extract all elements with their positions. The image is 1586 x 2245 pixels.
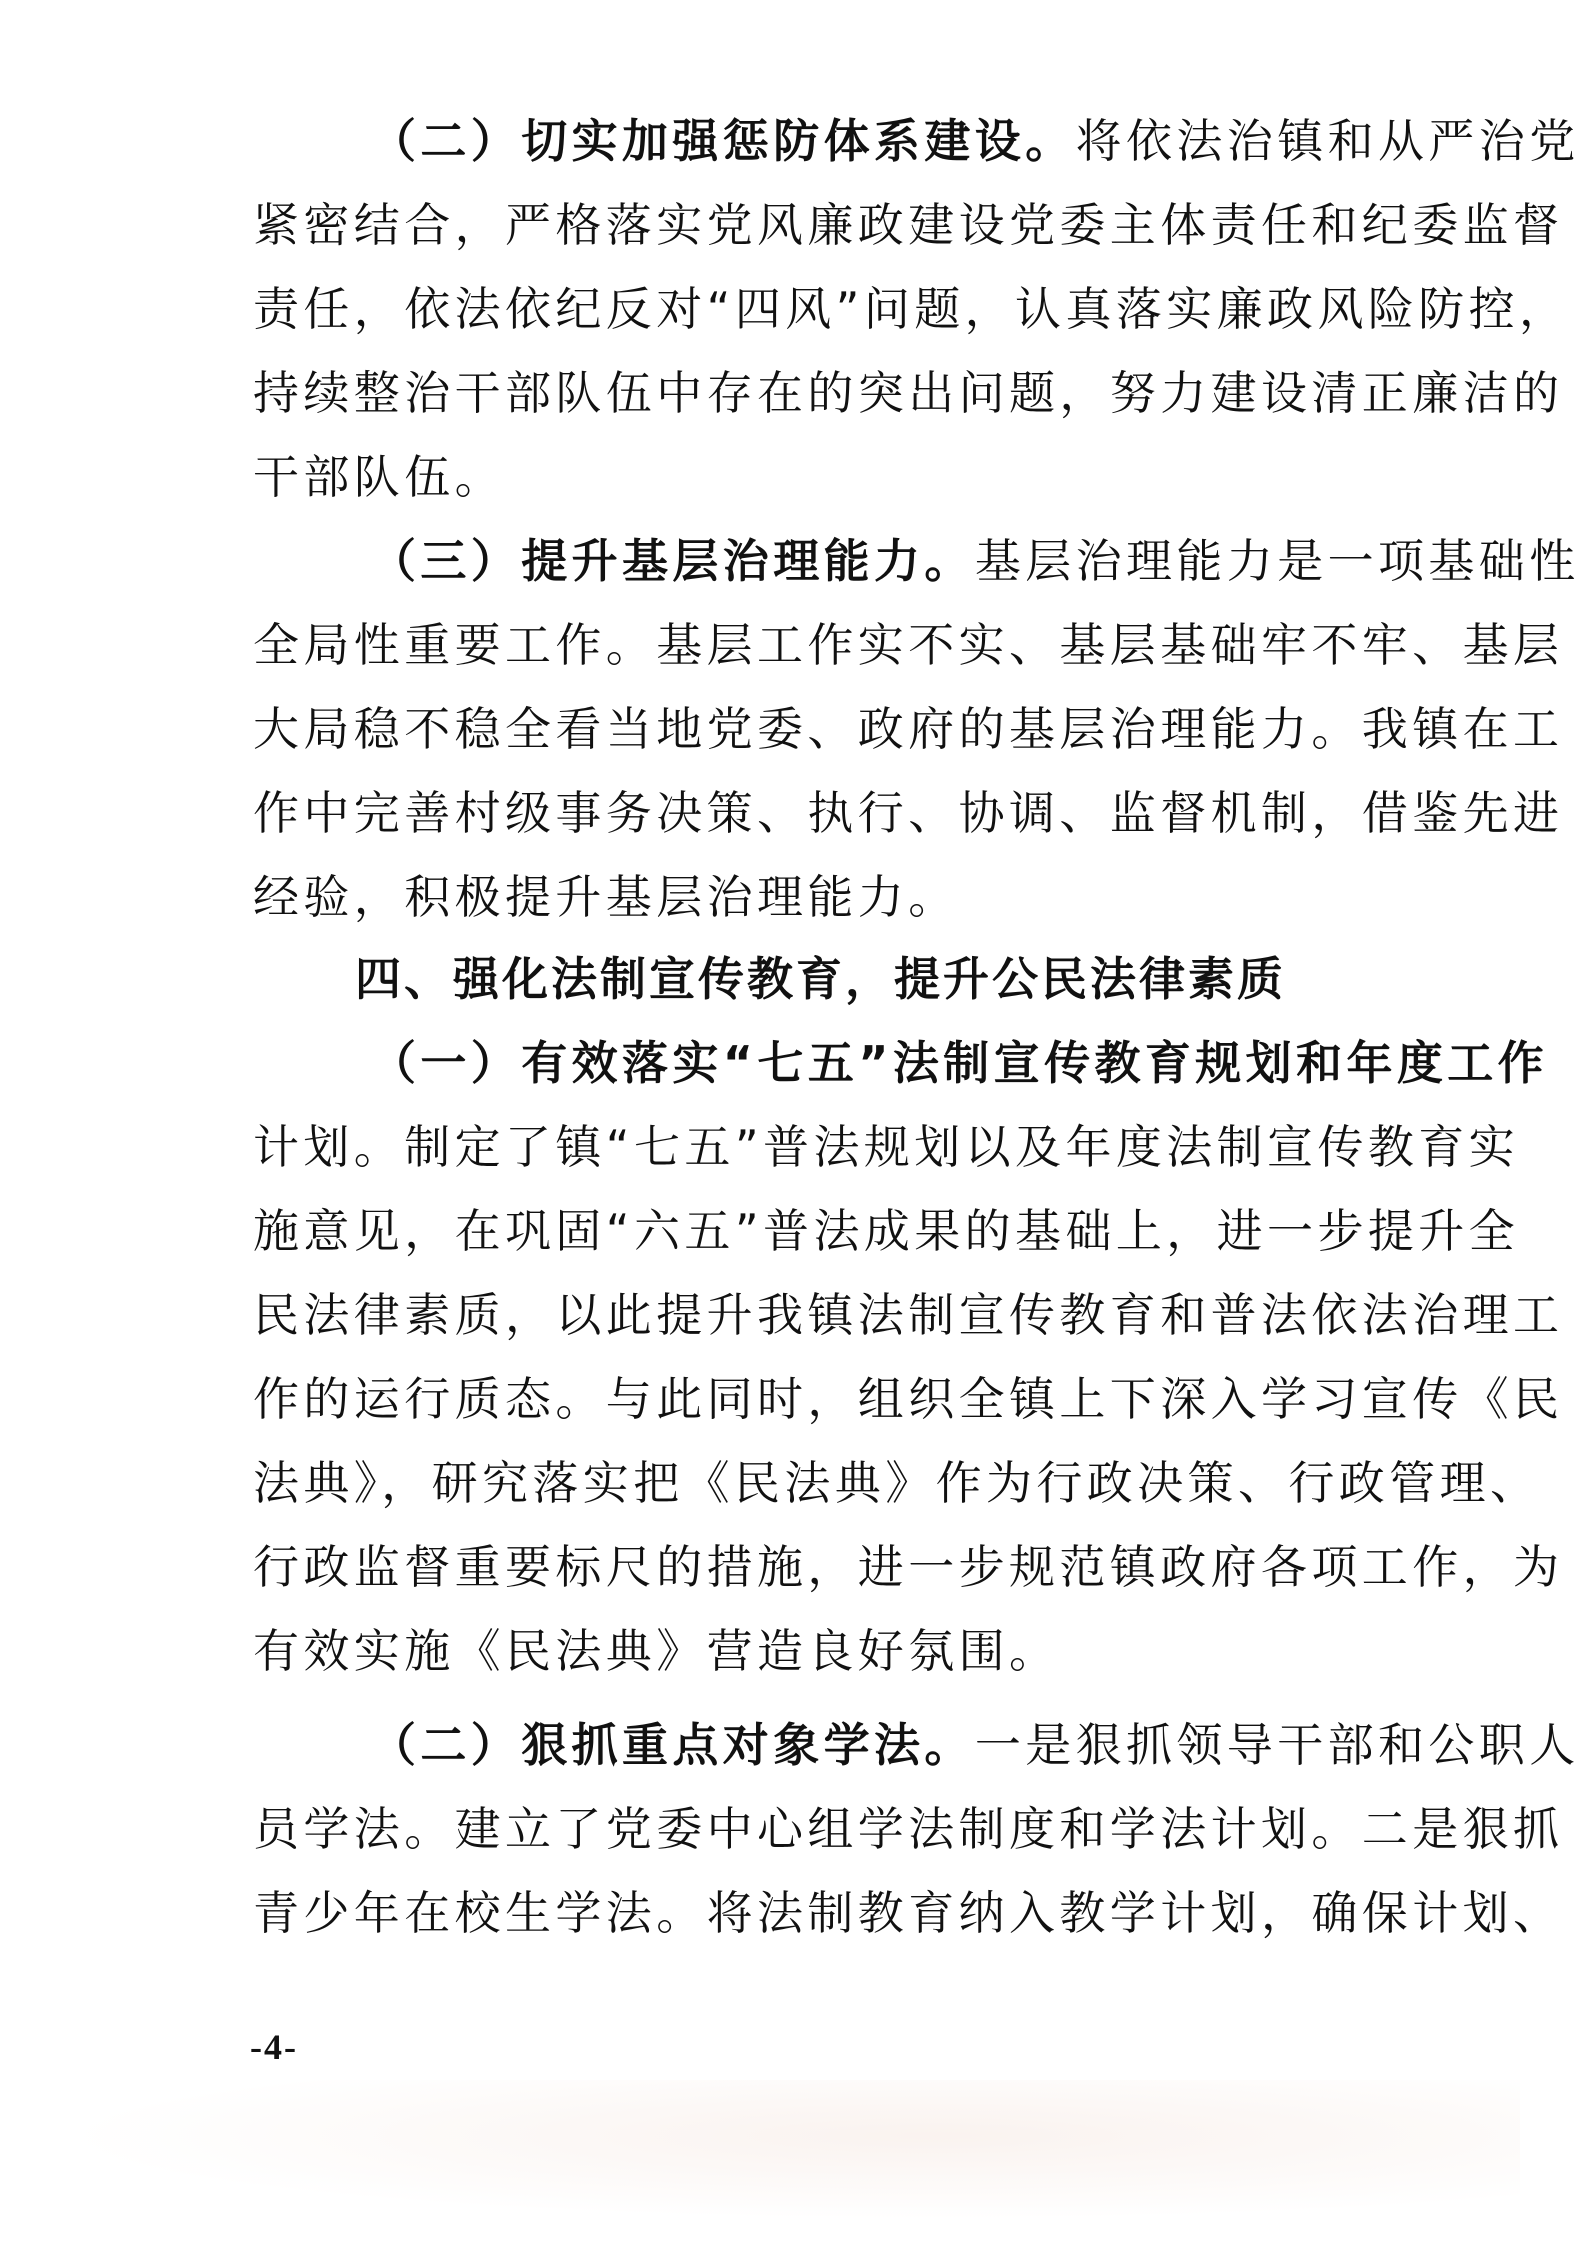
paper-texture [60, 2080, 1520, 2220]
paragraph-line: 大局稳不稳全看当地党委、政府的基层治理能力。我镇在工 [253, 702, 1564, 756]
paragraph-line: 作中完善村级事务决策、执行、协调、监督机制，借鉴先进 [253, 786, 1564, 840]
paragraph-line: 行政监督重要标尺的措施，进一步规范镇政府各项工作，为 [253, 1540, 1564, 1594]
paragraph-line: 经验，积极提升基层治理能力。 [253, 870, 959, 924]
paragraph-line: 计划。制定了镇“七五”普法规划以及年度法制宣传教育实 [253, 1120, 1520, 1174]
paragraph-line: 全局性重要工作。基层工作实不实、基层基础牢不牢、基层 [253, 618, 1564, 672]
paragraph-line: 责任，依法依纪反对“四风”问题，认真落实廉政风险防控， [253, 282, 1570, 336]
paragraph-line: （三）提升基层治理能力。基层治理能力是一项基础性 [370, 534, 1580, 588]
paragraph-line: 干部队伍。 [253, 450, 505, 504]
paragraph-line: 民法律素质，以此提升我镇法制宣传教育和普法依法治理工 [253, 1288, 1564, 1342]
paragraph-lead: （三）提升基层治理能力。 [370, 534, 975, 588]
paragraph-line: 青少年在校生学法。将法制教育纳入教学计划，确保计划、 [253, 1886, 1564, 1940]
paragraph-line: 员学法。建立了党委中心组学法制度和学法计划。二是狠抓 [253, 1802, 1564, 1856]
paragraph-line: （二）狠抓重点对象学法。一是狠抓领导干部和公职人 [370, 1718, 1580, 1772]
section-heading: 四、强化法制宣传教育，提升公民法律素质 [355, 952, 1286, 1006]
paragraph-line: 法典》，研究落实把《民法典》作为行政决策、行政管理、 [253, 1456, 1541, 1510]
paragraph-line: （二）切实加强惩防体系建设。将依法治镇和从严治党 [370, 114, 1580, 168]
paragraph-line: 持续整治干部队伍中存在的突出问题，努力建设清正廉洁的 [253, 366, 1564, 420]
page-number: -4- [250, 2027, 298, 2067]
paragraph-line: 作的运行质态。与此同时，组织全镇上下深入学习宣传《民 [253, 1372, 1564, 1426]
paragraph-lead: （二）狠抓重点对象学法。 [370, 1718, 975, 1772]
paragraph-line: 紧密结合，严格落实党风廉政建设党委主体责任和纪委监督 [253, 198, 1564, 252]
paragraph-line [370, 1028, 1549, 1098]
paragraph-lead: （二）切实加强惩防体系建设。 [370, 114, 1076, 168]
paragraph-line: 施意见，在巩固“六五”普法成果的基础上，进一步提升全 [253, 1204, 1520, 1258]
paragraph-line: 有效实施《民法典》营造良好氛围。 [253, 1624, 1060, 1678]
paragraph-lead: （一）有效落实“七五”法制宣传教育规划和年度工作 [370, 1036, 1549, 1090]
